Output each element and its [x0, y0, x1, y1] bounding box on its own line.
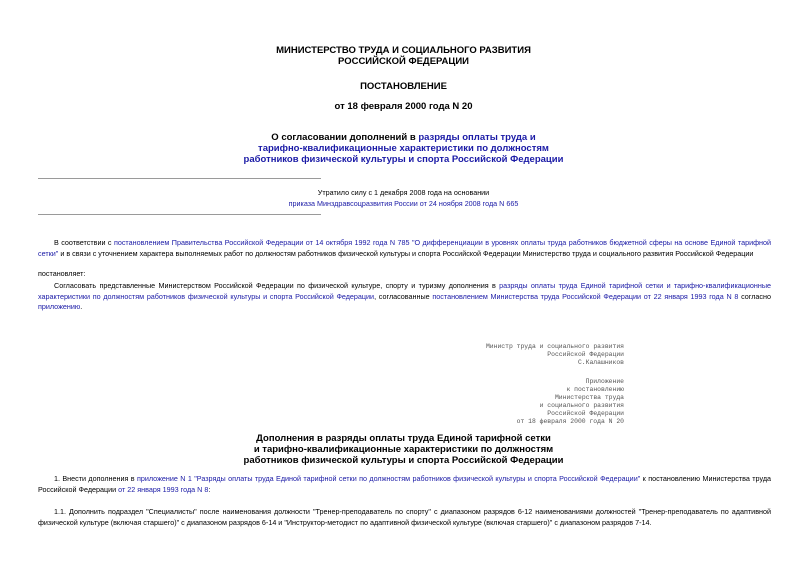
decision-text-mid2: согласно	[738, 291, 771, 301]
tariff-grades-link[interactable]: разряды оплаты труда Единой тарифной сетки и тарифно-квалификационные характеристики по должностям работников физической культуры и спорта Российской Федерации	[38, 281, 771, 301]
government-decree-link[interactable]: постановлением Правительства Российской Федерации от 14 октября 1992 года N 785 "О дифференциации в уровнях оплаты труда работников бюджетной сферы на основе Единой тарифной сетки"	[38, 238, 771, 258]
item-1-paragraph	[38, 474, 771, 495]
appendix-title-line3: работников физической культуры и спорта Российской Федерации	[243, 455, 564, 466]
divider-top	[38, 178, 321, 179]
title-link-part3[interactable]: работников физической культуры и спорта Российской Федерации	[243, 154, 564, 165]
labour-ministry-decree-link[interactable]: постановлением Министерства труда Российской Федерации от 22 января 1993 года N 8	[432, 291, 739, 301]
appendix-note	[517, 378, 624, 426]
status-note-line2	[0, 199, 807, 210]
decision-text-mid: , согласованные	[374, 291, 433, 301]
title-link-part1[interactable]: разряды оплаты труда и	[418, 132, 536, 143]
appendix-note-line5: Российской Федерации	[547, 410, 624, 417]
signature-line1: Министр труда и социального развития	[485, 343, 624, 350]
appendix-note-line6: от 18 февраля 2000 года N 20	[516, 418, 624, 425]
appendix-n1-link[interactable]: приложение N 1 "Разряды оплаты труда Единой тарифной сетки по должностям работников физической культуры и спорта Российской Федерации"	[137, 474, 641, 483]
status-note-line1: Утратило силу с 1 декабря 2008 года на основании	[317, 188, 490, 197]
decision-paragraph	[38, 281, 771, 313]
document-type: ПОСТАНОВЛЕНИЕ	[360, 81, 447, 92]
appendix-note-line4: и социального развития	[539, 402, 624, 409]
preamble-text-end: и в связи с уточнением характера выполняемых работ по должностям работников физической культуры и спорта Российской Федерации Министерство труда и социального развития Российской Федерации	[58, 248, 754, 258]
document-date: от 18 февраля 2000 года N 20	[334, 101, 473, 112]
repeal-order-link[interactable]: приказа Минздравсоцразвития России от 24 ноября 2008 года N 665	[288, 199, 519, 208]
document-title-line3	[0, 154, 807, 165]
decree-date-link[interactable]: от 22 января 1993 года N 8	[118, 484, 209, 494]
signature-line3: С.Калашников	[577, 359, 624, 366]
document-title-line2	[0, 143, 807, 154]
appendix-title-line2: и тарифно-квалификационные характеристики по должностям	[253, 444, 554, 455]
decision-text-start: Согласовать представленные Министерством Российской Федерации по физической культуре, спорту и туризму дополнения в	[54, 281, 500, 290]
title-link-part2[interactable]: тарифно-квалификационные характеристики по должностям	[258, 143, 549, 154]
item-1-text-mid: к постановлению Министерства труда Российской Федерации	[38, 474, 772, 494]
title-plain-text: О согласовании дополнений в	[271, 132, 419, 143]
item-1-text-start: 1. Внести дополнения в	[54, 474, 137, 483]
item-1-1-paragraph: 1.1. Дополнить подраздел "Специалисты" после наименования должности "Тренер-преподаватель по спорту" с диапазоном разрядов 6-12 наименованиями должностей "Тренер-преподаватель по адаптивной физической культуре (включая старшего)" с диапазоном разрядов 6-14 и "Инструктор-методист по адаптивной физической культуре (включая старшего)" с диапазоном разрядов 7-14.	[38, 507, 771, 527]
appendix-note-line3: Министерства труда	[554, 394, 624, 401]
signature-line2: Российской Федерации	[547, 351, 624, 358]
ministry-heading-line1: МИНИСТЕРСТВО ТРУДА И СОЦИАЛЬНОГО РАЗВИТИЯ	[276, 45, 531, 56]
divider-bottom	[38, 214, 321, 215]
appendix-link[interactable]: приложению	[38, 302, 81, 311]
preamble-paragraph	[38, 238, 771, 259]
appendix-note-line1: Приложение	[585, 378, 624, 385]
item-1-text-end: :	[208, 484, 211, 494]
decree-word: постановляет:	[38, 269, 86, 278]
signature-block	[486, 343, 624, 367]
appendix-title-line1: Дополнения в разряды оплаты труда Единой тарифной сетки	[256, 433, 551, 444]
document-title-line1	[0, 132, 807, 143]
appendix-note-line2: к постановлению	[566, 386, 624, 393]
ministry-heading-line2: РОССИЙСКОЙ ФЕДЕРАЦИИ	[337, 56, 469, 67]
preamble-text-start: В соответствии с	[54, 238, 114, 247]
decision-text-end: .	[80, 302, 83, 311]
